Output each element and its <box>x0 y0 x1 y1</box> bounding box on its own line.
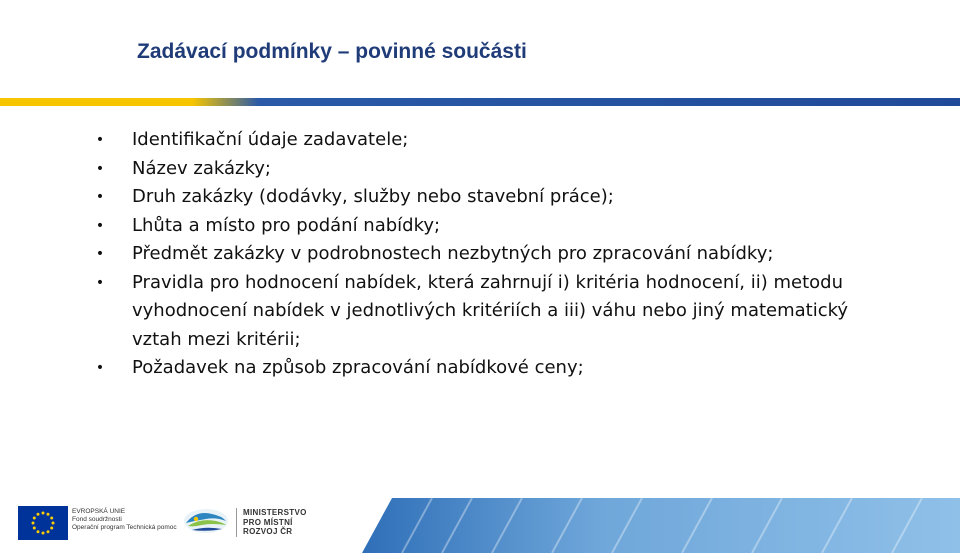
bullet-icon: • <box>95 246 105 262</box>
list-item <box>90 155 870 184</box>
bullet-icon: • <box>95 274 105 291</box>
eu-text: EVROPSKÁ UNIE Fond soudržnosti Operační program Technická pomoc <box>72 508 177 531</box>
mmr-logo-icon <box>182 506 230 536</box>
bullet-icon: • <box>95 360 105 376</box>
list-item <box>90 126 870 155</box>
list-item <box>90 269 870 355</box>
decorative-stripes <box>362 492 960 553</box>
list-item <box>90 354 870 383</box>
list-item-text: Lhůta a místo pro podání nabídky; <box>132 214 441 236</box>
bullet-icon: • <box>95 189 105 205</box>
bullet-icon: • <box>95 160 105 177</box>
list-item-text: Předmět zakázky v podrobnostech nezbytných pro zpracování nabídky; <box>132 243 774 264</box>
list-item-text: Druh zakázky (dodávky, služby nebo stavební práce); <box>132 186 614 207</box>
list-item-text: Pravidla pro hodnocení nabídek, která zahrnují i) kritéria hodnocení, ii) metodu vyhodnocení nabídek v jednotlivých kritériích a iii) váhu nebo jiný matematický vztah mezi kritérii; <box>132 271 849 350</box>
bullet-list <box>90 126 870 383</box>
list-item-text: Název zakázky; <box>132 157 271 179</box>
bullet-icon: • <box>95 132 105 148</box>
bullet-icon: • <box>95 217 105 234</box>
list-item <box>90 183 870 212</box>
list-item <box>90 212 870 241</box>
eu-flag-icon <box>18 506 68 540</box>
footer-logos <box>0 492 960 553</box>
ministry-logo-text: MINISTERSTVO PRO MÍSTNÍ ROZVOJ ČR <box>236 508 307 537</box>
list-item-text: Identifikační údaje zadavatele; <box>132 129 409 150</box>
accent-bar <box>0 98 960 106</box>
list-item <box>90 240 870 269</box>
slide-title: Zadávací podmínky – povinné součásti <box>137 40 527 63</box>
list-item-text: Požadavek na způsob zpracování nabídkové ceny; <box>132 357 584 378</box>
